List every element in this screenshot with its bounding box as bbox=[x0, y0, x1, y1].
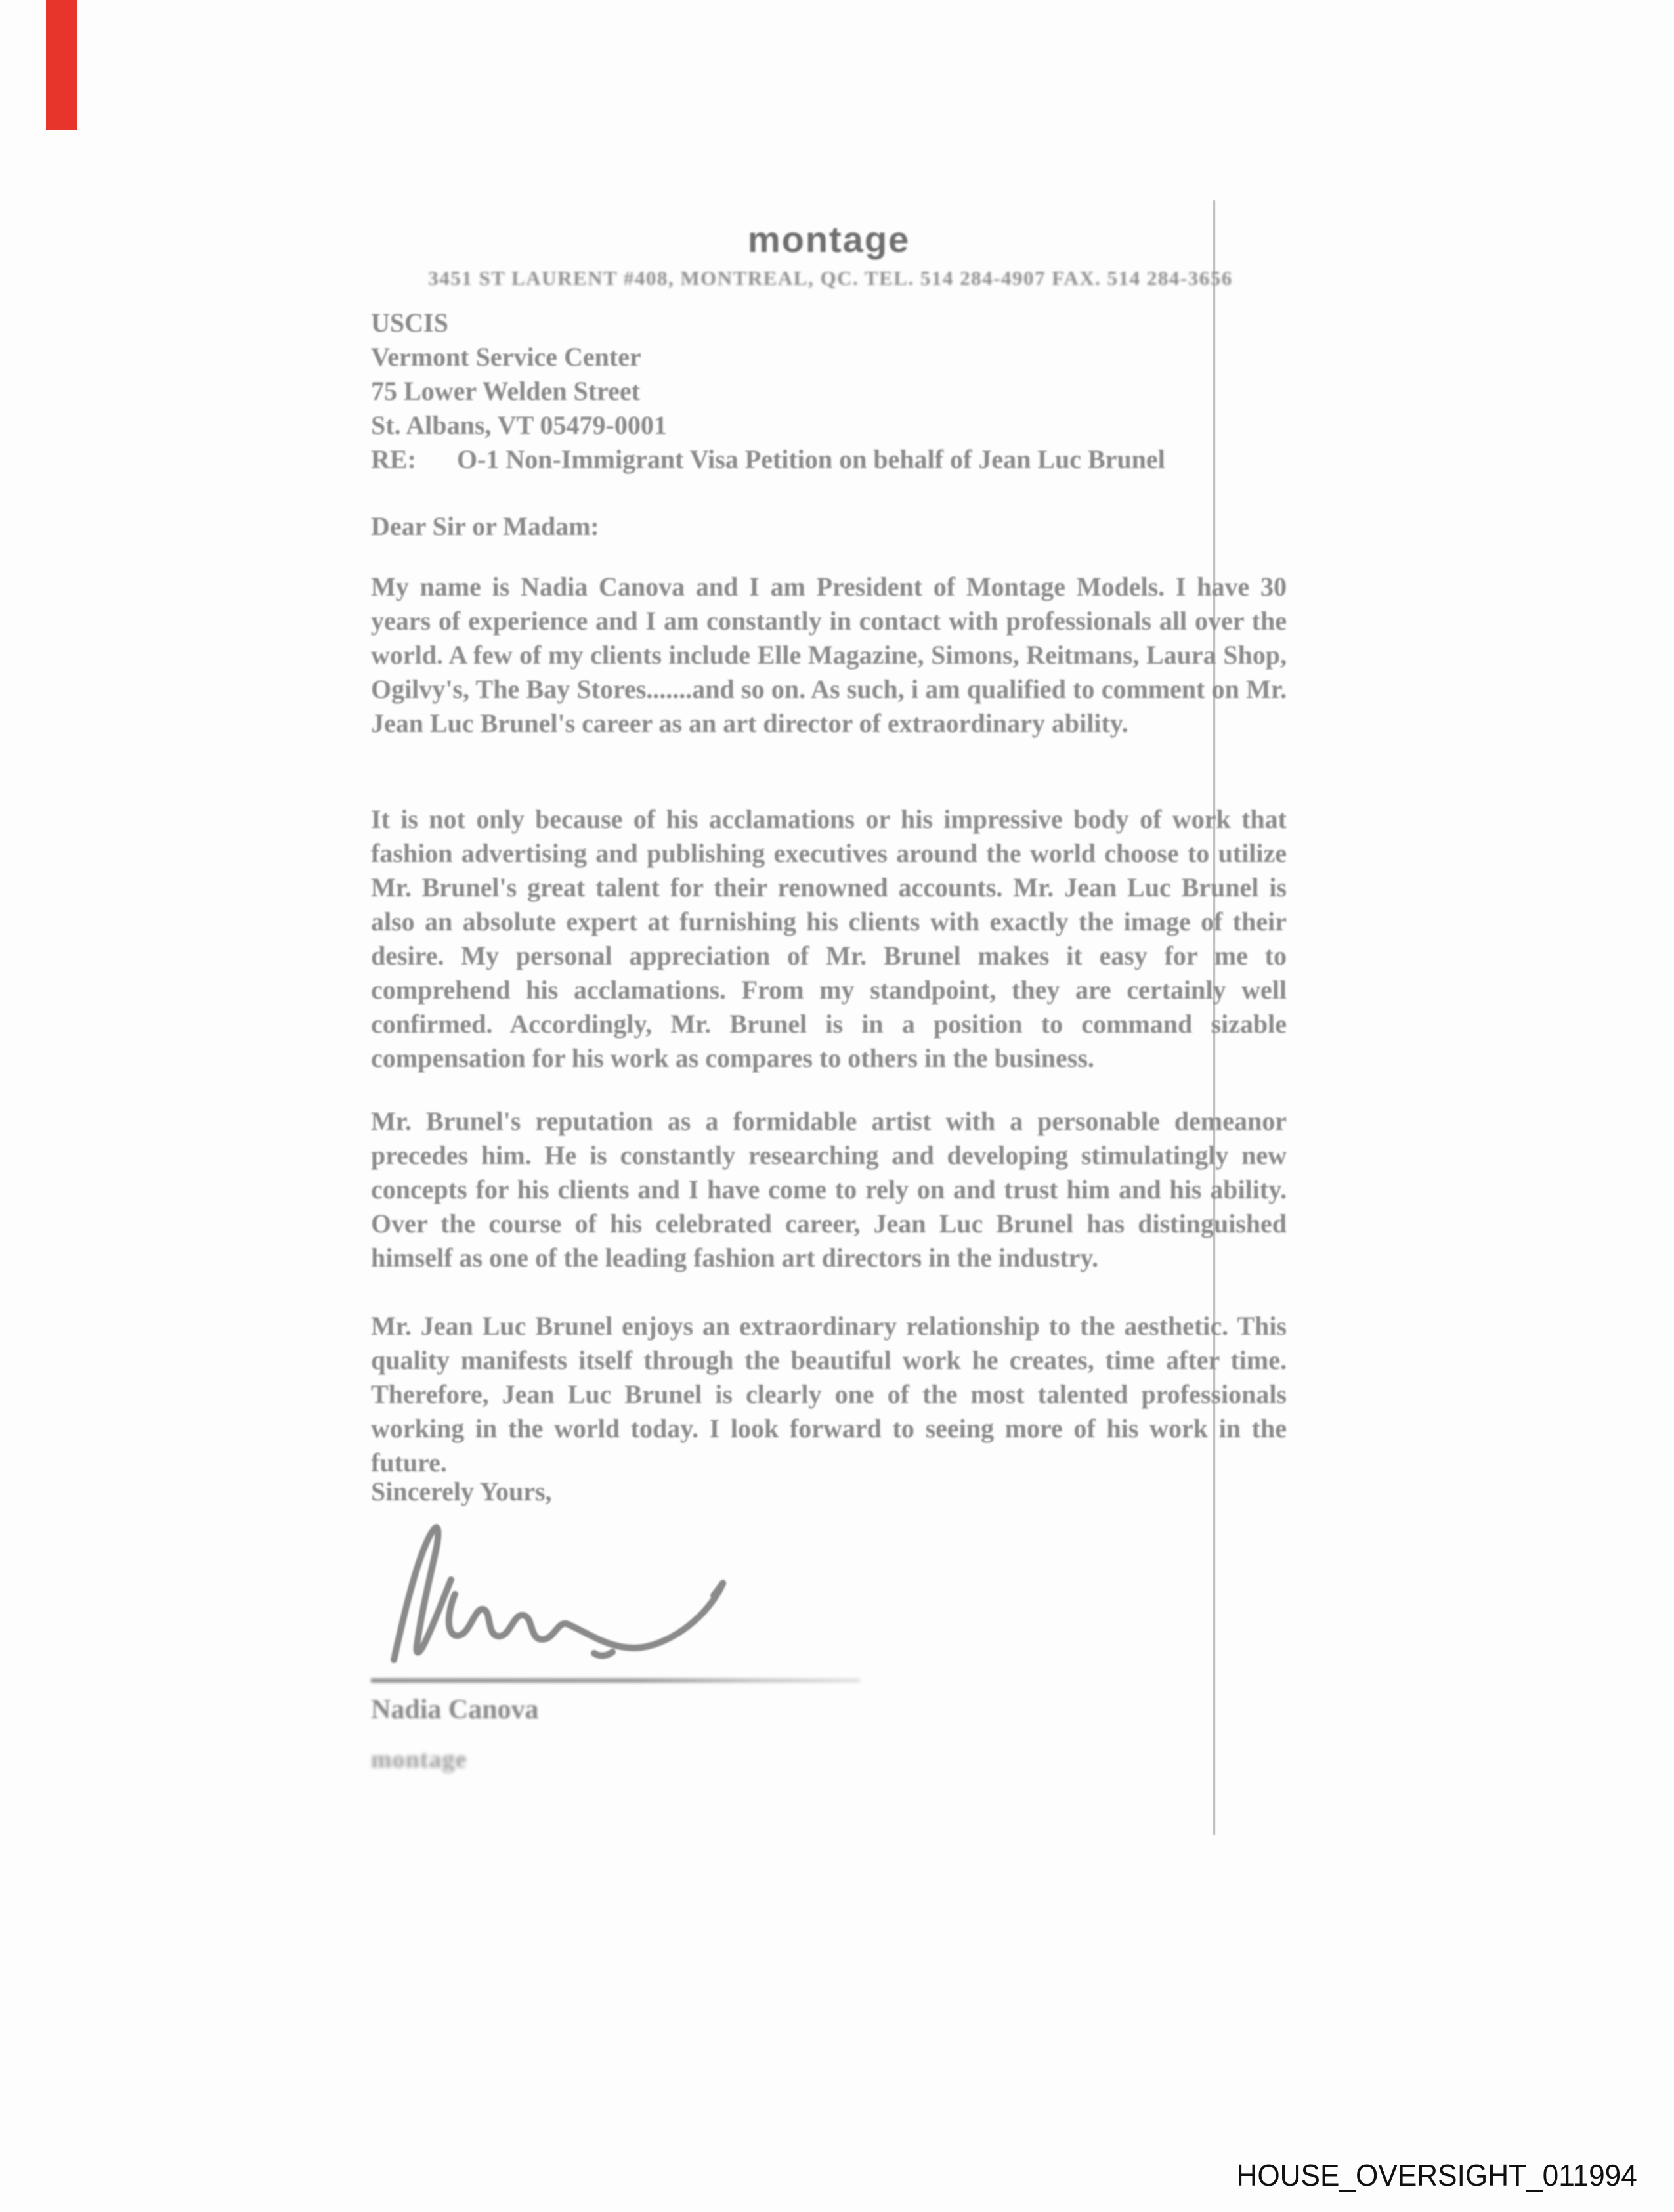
paragraph-2: It is not only because of his acclamations or his impressive body of work that fashion advertising and publishing executives around the world choose to utilize Mr. Brunel's great talent for their renowned accounts. Mr. Jean Luc Brunel is also an absolute expert at furnishing his clients with exactly the image of their desire. My personal appreciation of Mr. Brunel makes it easy for me to comprehend his acclamations. From my standpoint, they are certainly well confirmed. Accordingly, Mr. Brunel is in a position to command sizable compensation for his work as compares to others in the business. bbox=[371, 804, 1287, 1073]
valediction: Sincerely Yours, bbox=[371, 1477, 552, 1506]
recipient-line: USCIS bbox=[371, 308, 448, 337]
re-text: O-1 Non-Immigrant Visa Petition on behalf of Jean Luc Brunel bbox=[456, 445, 1165, 474]
paragraph-4: Mr. Jean Luc Brunel enjoys an extraordinary relationship to the aesthetic. This quality manifests itself through the beautiful work he creates, time after time. Therefore, Jean Luc Brunel is clearly one of the most talented professionals working in the world today. I look forward to seeing more of his work in the future. bbox=[371, 1311, 1287, 1477]
recipient-line: 75 Lower Welden Street bbox=[371, 376, 640, 406]
red-scan-mark bbox=[46, 0, 77, 130]
recipient-line: St. Albans, VT 05479-0001 bbox=[371, 410, 667, 440]
signature-line bbox=[371, 1678, 860, 1683]
signer-name: Nadia Canova bbox=[371, 1695, 539, 1725]
paragraph-3: Mr. Brunel's reputation as a formidable artist with a personable demeanor precedes him. He is constantly researching and developing stimulatingly new concepts for his clients and I have come to rely on and trust him and his ability. Over the course of his celebrated career, Jean Luc Brunel has distinguished himself as one of the leading fashion art directors in the industry. bbox=[371, 1106, 1287, 1272]
document-id-stamp: HOUSE_OVERSIGHT_011994 bbox=[1236, 2158, 1637, 2192]
paragraph-1: My name is Nadia Canova and I am President of Montage Models. I have 30 years of experience and I am constantly in contact with professionals all over the world. A few of my clients include Elle Magazine, Simons, Reitmans, Laura Shop, Ogilvy's, The Bay Stores.......and so on. As such, i am qualified to comment on Mr. Jean Luc Brunel's career as an art director of extraordinary ability. bbox=[371, 572, 1287, 738]
handwritten-signature bbox=[377, 1517, 771, 1687]
recipient-address-block bbox=[371, 306, 667, 443]
salutation: Dear Sir or Madam: bbox=[371, 511, 599, 541]
letterhead-address: 3451 ST LAURENT #408, MONTREAL, QC. TEL. 514 284-4907 FAX. 514 284-3656 bbox=[428, 267, 1233, 290]
re-subject-line bbox=[371, 444, 1165, 475]
letterhead-logo: montage bbox=[747, 219, 911, 260]
signature-scribble-icon bbox=[377, 1517, 771, 1687]
recipient-line: Vermont Service Center bbox=[371, 342, 641, 372]
re-label: RE: bbox=[371, 445, 416, 474]
signer-organization: montage bbox=[371, 1746, 467, 1773]
